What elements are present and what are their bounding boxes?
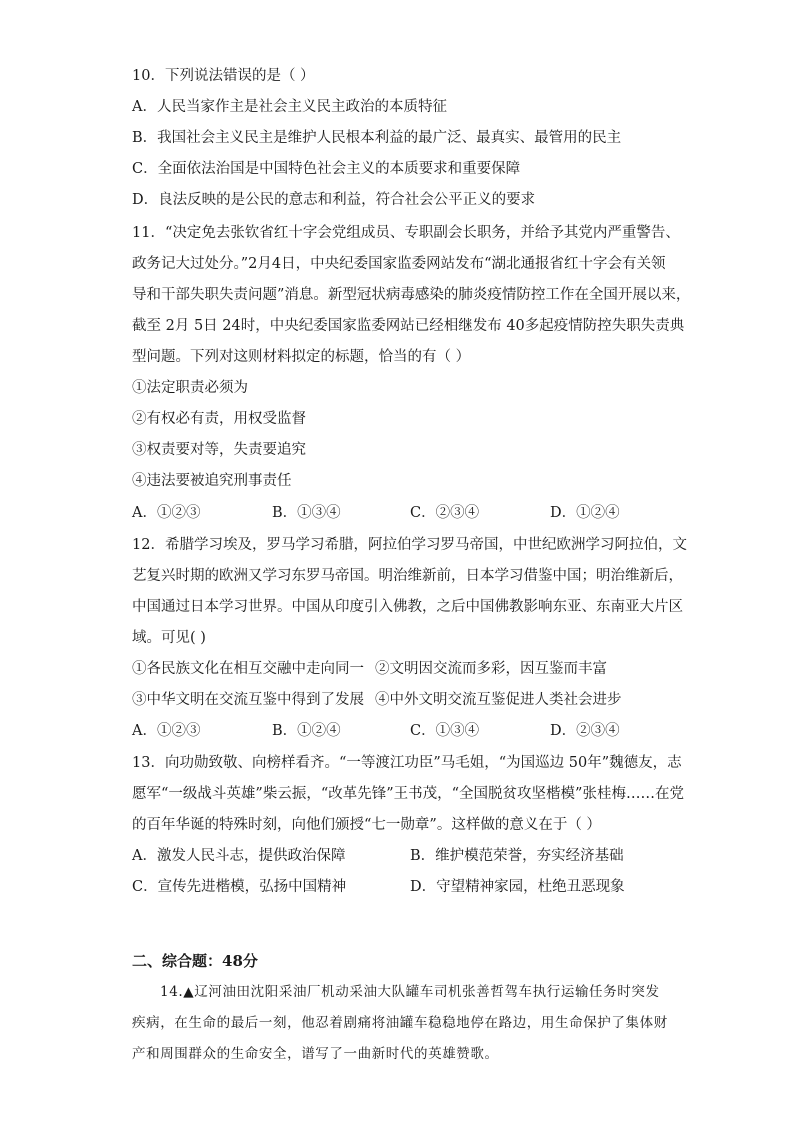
q10-option-c: C．全面依法治国是中国特色社会主义的本质要求和重要保障 [132,161,521,177]
q12-choice-c: C．①③④ [410,723,480,739]
q11-line-2: 政务记大过处分。”2月4日，中央纪委国家监委网站发布“湖北通报省红十字会有关领 [132,256,666,272]
q11-item-4: ④违法要被追究刑事责任 [132,473,292,489]
q11-line-3: 导和干部失职失责问题”消息。新型冠状病毒感染的肺炎疫情防控工作在全国开展以来， [132,287,691,303]
q10-option-a: A．人民当家作主是社会主义民主政治的本质特征 [132,99,447,115]
q13-line-3: 的百年华诞的特殊时刻，向他们颁授“七一勋章”。这样做的意义在于（ ） [132,817,601,833]
q13-choice-b: B．维护模范荣誉，夯实经济基础 [410,848,624,864]
q12-line-3: 中国通过日本学习世界。中国从印度引入佛教，之后中国佛教影响东亚、东南亚大片区 [132,599,683,615]
q11-item-2: ②有权必有责，用权受监督 [132,411,306,427]
q11-line-4: 截至 2月 5日 24时，中央纪委国家监委网站已经相继发布 40多起疫情防控失职失责典 [132,318,685,334]
q11-choice-a: A．①②③ [132,505,201,521]
q10-option-d: D．良法反映的是公民的意志和利益，符合社会公平正义的要求 [132,192,536,208]
q12-item-2: ②文明因交流而多彩，因互鉴而丰富 [375,661,607,677]
q11-line-5: 型问题。下列对这则材料拟定的标题，恰当的有（ ） [132,349,471,365]
q11-choice-b: B．①③④ [272,505,341,521]
q13-line-2: 愿军“一级战斗英雄”柴云振，“改革先锋”王书茂，“全国脱贫攻坚楷模”张桂梅……在党 [132,786,684,802]
q12-choice-d: D．②③④ [550,723,620,739]
q12-choice-a: A．①②③ [132,723,201,739]
q12-item-3: ③中华文明在交流互鉴中得到了发展 [132,692,364,708]
q13-choice-a: A．激发人民斗志，提供政治保障 [132,848,346,864]
q12-line-1: 12．希腊学习埃及，罗马学习希腊，阿拉伯学习罗马帝国，中世纪欧洲学习阿拉伯，文 [132,537,687,553]
q12-item-4: ④中外文明交流互鉴促进人类社会进步 [375,692,622,708]
q14-line-1: 14.▲辽河油田沈阳采油厂机动采油大队罐车司机张善哲驾车执行运输任务时突发 [160,984,660,1000]
q11-line-1: 11．“决定免去张钦省红十字会党组成员、专职副会长职务，并给予其党内严重警告、 [132,225,680,241]
q12-item-1: ①各民族文化在相互交融中走向同一 [132,661,364,677]
q12-line-4: 域。可见( ) [132,630,206,646]
q11-item-3: ③权责要对等，失责要追究 [132,442,306,458]
q11-item-1: ①法定职责必须为 [132,380,248,396]
q13-line-1: 13．向功勋致敬、向榜样看齐。“一等渡江功臣”马毛姐，“为国巡边 50年”魏德友，志 [132,755,682,771]
q12-line-2: 艺复兴时期的欧洲又学习东罗马帝国。明治维新前，日本学习借鉴中国；明治维新后， [132,568,683,584]
q11-choice-c: C．②③④ [410,505,480,521]
q13-choice-c: C．宣传先进楷模，弘扬中国精神 [132,879,347,895]
section-2-heading: 二、综合题：48分 [132,952,258,970]
q10-stem: 10．下列说法错误的是（ ） [132,68,315,84]
q12-choice-b: B．①②④ [272,723,341,739]
q13-choice-d: D．守望精神家园，杜绝丑恶现象 [410,879,625,895]
q14-line-2: 疾病，在生命的最后一刻，他忍着剧痛将油罐车稳稳地停在路边，用生命保护了集体财 [132,1015,668,1031]
q14-line-3: 产和周围群众的生命安全，谱写了一曲新时代的英雄赞歌。 [132,1046,499,1062]
q11-choice-d: D．①②④ [550,505,620,521]
q10-option-b: B．我国社会主义民主是维护人民根本利益的最广泛、最真实、最管用的民主 [132,130,622,146]
